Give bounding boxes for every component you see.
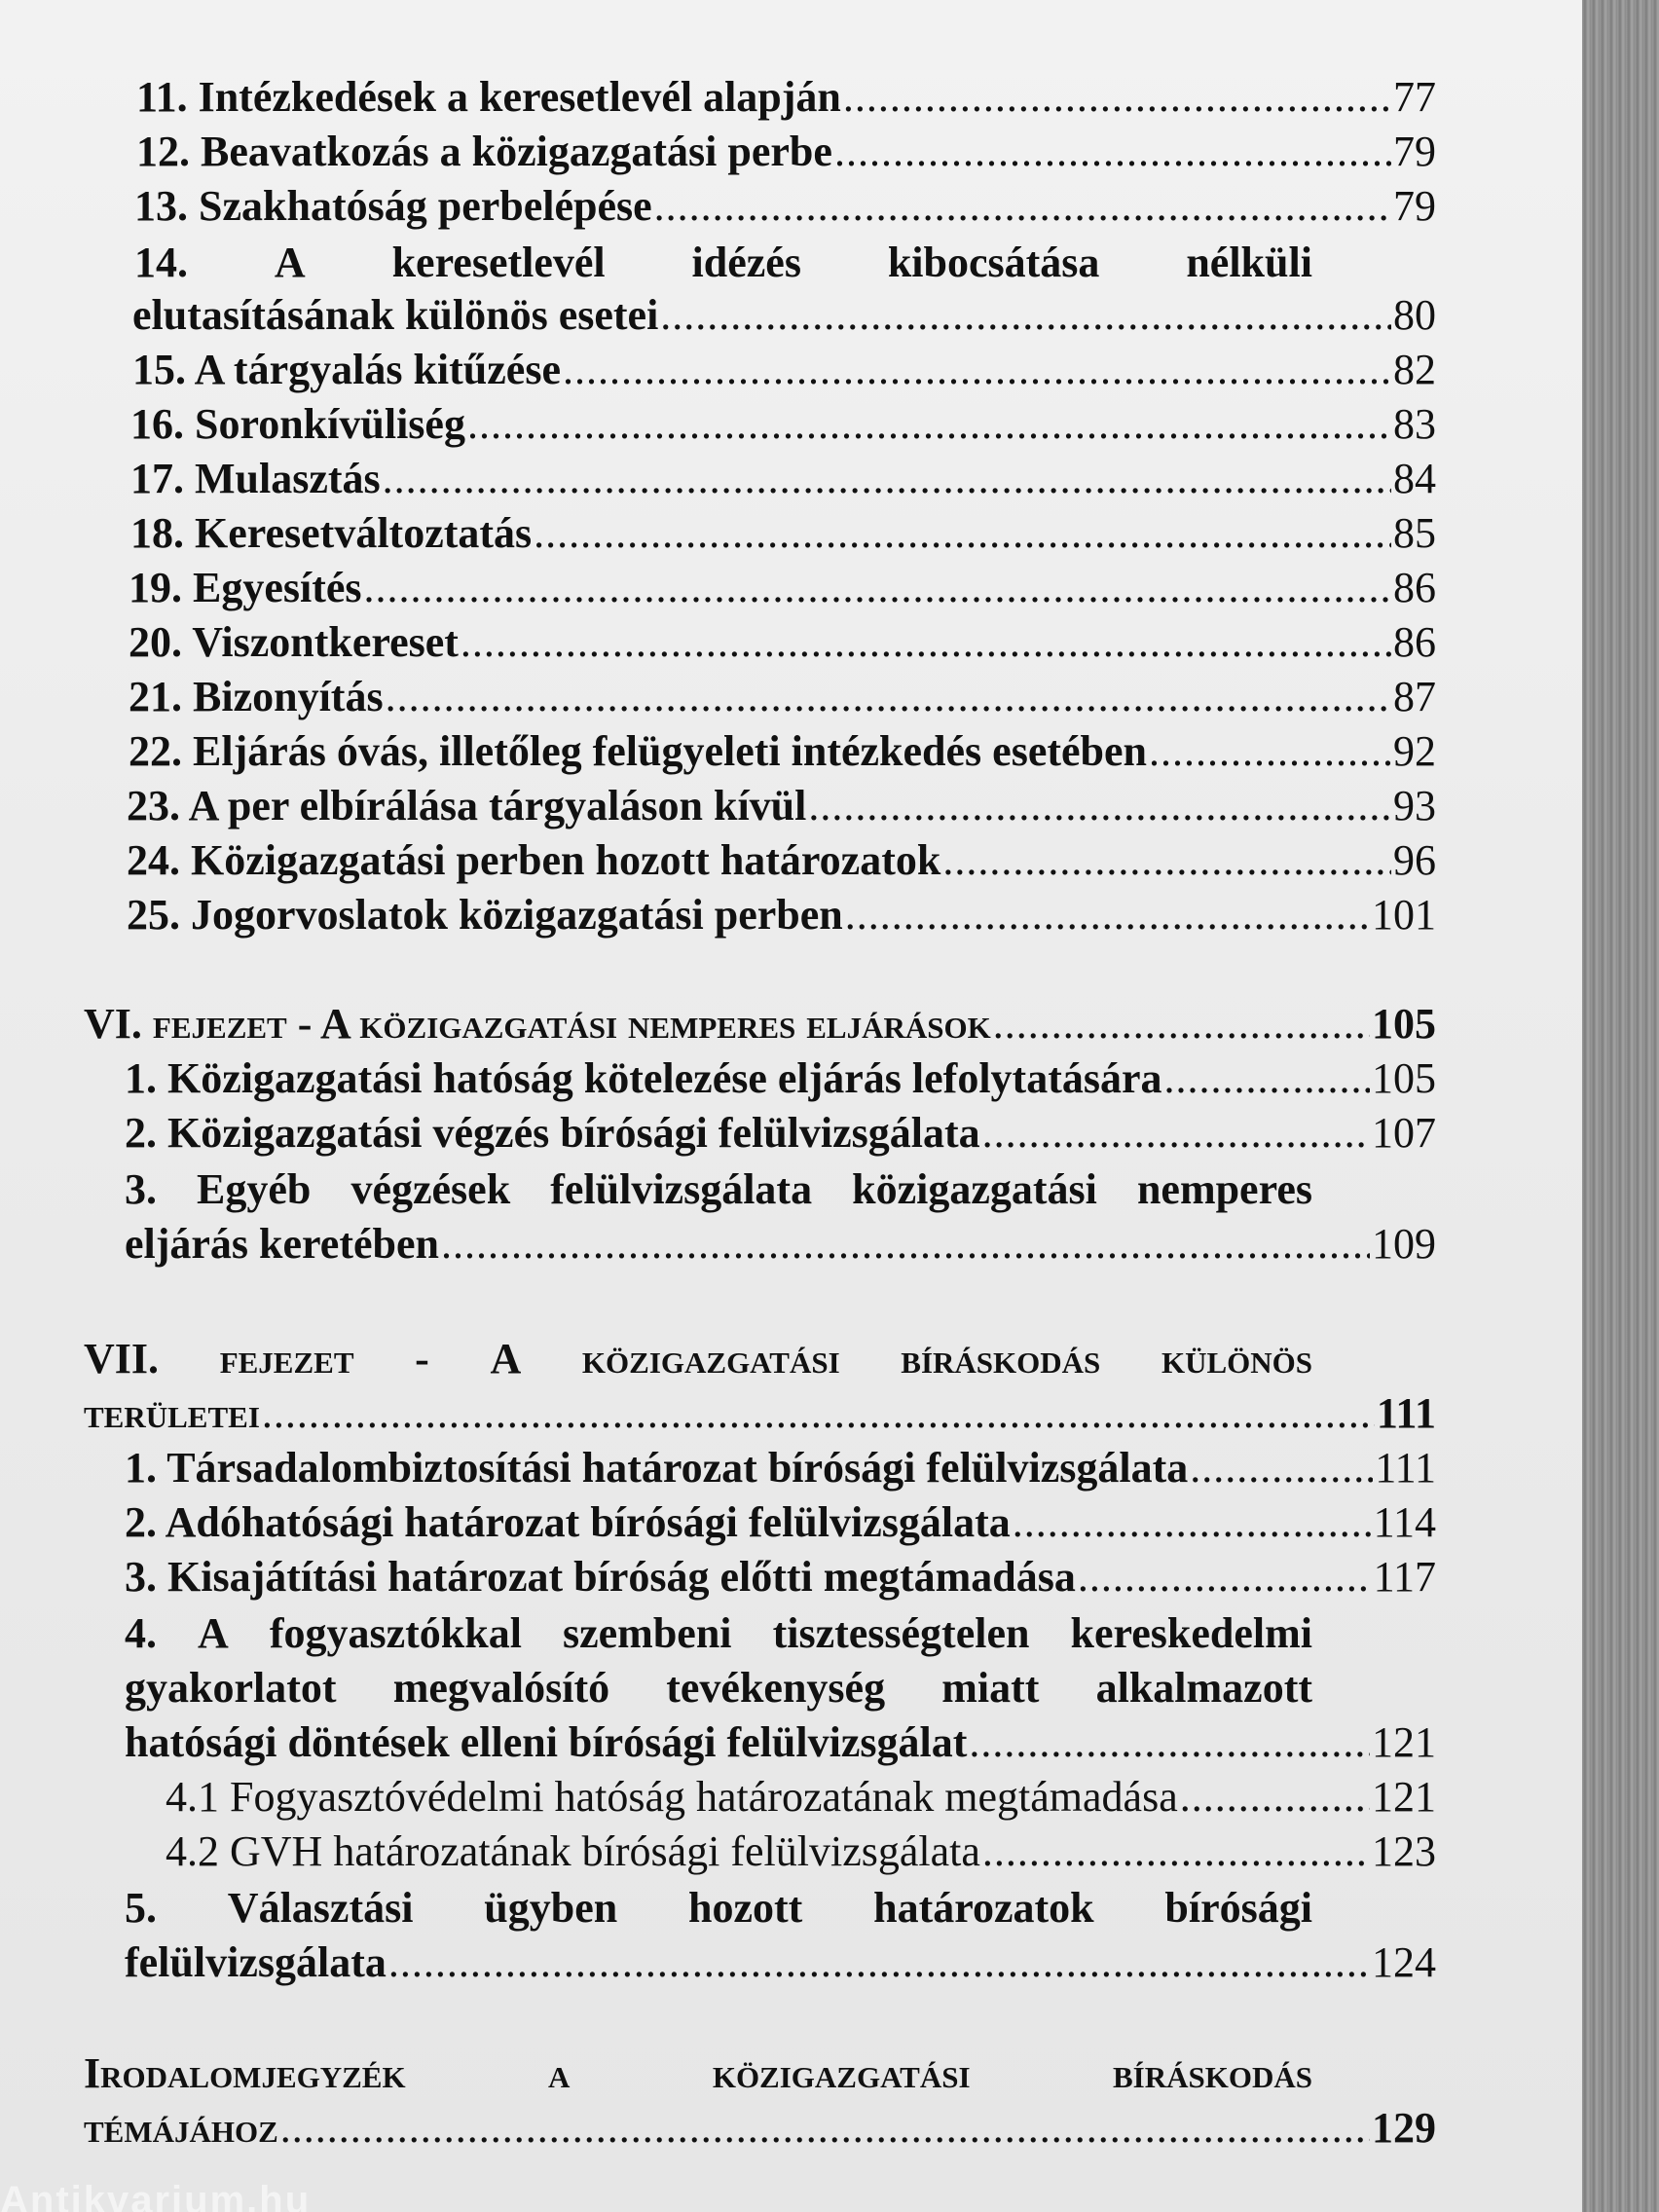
toc-entry-12: 12. Beavatkozás a közigazgatási perbe ..... 79 bbox=[136, 127, 1436, 181]
toc-entry-7-4-1: 4.1 Fogyasztóvédelmi hatóság határozatának megtámadása ..... 121 bbox=[166, 1772, 1436, 1826]
toc-entry-11: 11. Intézkedések a keresetlevél alapján ..... 77 bbox=[136, 72, 1436, 127]
toc-entry-7-4-line1: 4. A fogyasztókkal szembeni tisztességtelen kereskedelmi bbox=[125, 1609, 1312, 1657]
toc-entry-7-1: 1. Társadalombiztosítási határozat bírósági felülvizsgálata ..... 111 bbox=[125, 1443, 1436, 1497]
watermark-text: Antikvarium.hu bbox=[0, 2179, 312, 2212]
toc-entry-14: elutasításának különös esetei ..... 80 bbox=[132, 290, 1436, 345]
toc-entry-7-4: hatósági döntések elleni bírósági felülvizsgálat ..... 121 bbox=[125, 1717, 1436, 1772]
chapter-6-heading: VI. fejezet - A közigazgatási nemperes eljárások ..... 105 bbox=[84, 999, 1436, 1053]
toc-entry-7-5: felülvizsgálata ..... 124 bbox=[125, 1937, 1436, 1992]
toc-entry-25: 25. Jogorvoslatok közigazgatási perben ..... 101 bbox=[127, 890, 1436, 944]
toc-entry-7-4-line2: gyakorlatot megvalósító tevékenység miatt alkalmazott bbox=[125, 1664, 1312, 1712]
toc-entry-24: 24. Közigazgatási perben hozott határozatok ..... 96 bbox=[127, 835, 1436, 890]
toc-entry-15: 15. A tárgyalás kitűzése ..... 82 bbox=[132, 345, 1436, 399]
chapter-7-heading-line1: VII. fejezet - A közigazgatási bíráskodás különös bbox=[84, 1335, 1312, 1382]
toc-entry-22: 22. Eljárás óvás, illetőleg felügyeleti intézkedés esetében ..... 92 bbox=[129, 726, 1436, 781]
toc-entry-23: 23. A per elbírálása tárgyaláson kívül ..... 93 bbox=[127, 781, 1436, 835]
toc-entry-20: 20. Viszontkereset ..... 86 bbox=[129, 617, 1436, 672]
toc-entry-6-1: 1. Közigazgatási hatóság kötelezése eljárás lefolytatására ..... 105 bbox=[125, 1053, 1436, 1108]
toc-entry-6-2: 2. Közigazgatási végzés bírósági felülvizsgálata ..... 107 bbox=[125, 1108, 1436, 1162]
toc-entry-6-3-line1: 3. Egyéb végzések felülvizsgálata közigazgatási nemperes bbox=[125, 1165, 1312, 1213]
toc-entry-6-3: eljárás keretében ..... 109 bbox=[125, 1219, 1436, 1273]
toc-entry-18: 18. Keresetváltoztatás ..... 85 bbox=[130, 508, 1436, 563]
toc-entry-14-line1: 14. A keresetlevél idézés kibocsátása nélküli bbox=[134, 239, 1312, 286]
toc-entry-7-4-2: 4.2 GVH határozatának bírósági felülvizsgálata ..... 123 bbox=[166, 1826, 1436, 1881]
toc-entry-7-3: 3. Kisajátítási határozat bíróság előtti megtámadása ..... 117 bbox=[125, 1552, 1436, 1606]
bibliography-heading: témájához ..... 129 bbox=[84, 2103, 1436, 2157]
toc-entry-17: 17. Mulasztás ..... 84 bbox=[130, 454, 1436, 508]
toc-entry-13: 13. Szakhatóság perbelépése ..... 79 bbox=[134, 181, 1436, 236]
toc-entry-7-5-line1: 5. Választási ügyben hozott határozatok bírósági bbox=[125, 1884, 1312, 1932]
bibliography-heading-line1: Irodalomjegyzék a közigazgatási bíráskodás bbox=[84, 2049, 1312, 2097]
toc-entry-16: 16. Soronkívüliség ..... 83 bbox=[130, 399, 1436, 454]
toc-entry-21: 21. Bizonyítás ..... 87 bbox=[129, 672, 1436, 726]
toc-entry-7-2: 2. Adóhatósági határozat bírósági felülvizsgálata ..... 114 bbox=[125, 1497, 1436, 1552]
toc-entry-19: 19. Egyesítés ..... 86 bbox=[129, 563, 1436, 617]
book-spine bbox=[1582, 0, 1659, 2212]
chapter-7-heading: területei ..... 111 bbox=[84, 1388, 1436, 1443]
